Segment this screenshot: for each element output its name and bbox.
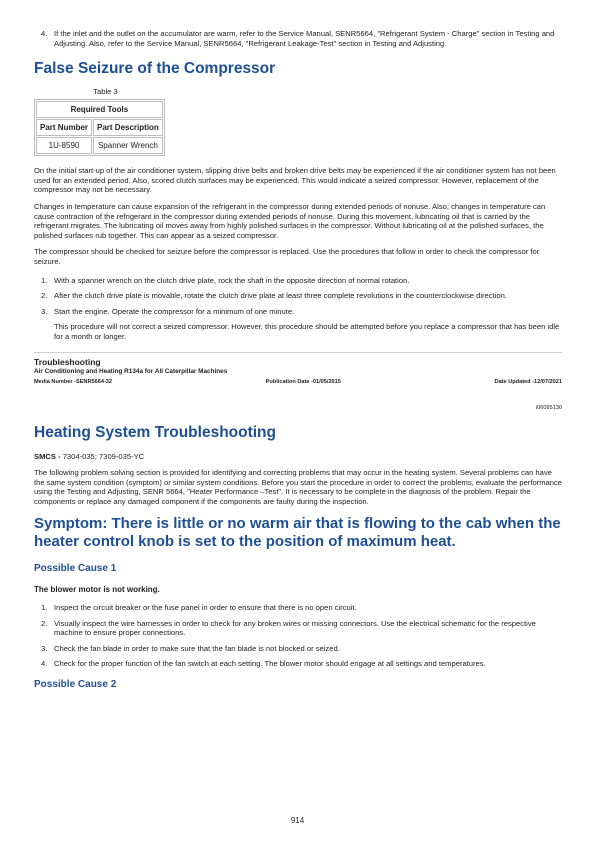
possible-cause-2-heading: Possible Cause 2	[34, 679, 117, 691]
document-page	[34, 0, 562, 690]
step-text: With a spanner wrench on the clutch drive plate, rock the shaft in the opposite direction of normal rotation.	[54, 275, 410, 285]
list-item	[34, 29, 562, 48]
list-item	[34, 644, 562, 654]
paragraph: On the initial start-up of the air conditioner system, slipping drive belts and broken drive belts may be experienced if the air conditioner system has not been used for an extended period. Also, scored clutch surfaces may be experienced. This would indicate a seized compressor. However, replacement of the compressor may not be necessary.	[34, 166, 556, 195]
table-title: Required Tools	[36, 101, 163, 118]
paragraph: Changes in temperature can cause expansion of the refrigerant in the compressor during extended periods of nonuse. Also, changes in temperature can cause contraction of the refrigerant in the compressor during extended periods of nonuse. During this movement, lubricating oil that is carried by the refrigerant migrates. The lubricating oil moves away from highly polished surfaces in the compressor. Without lubricating oil at the polished surfaces, the polished surfaces rub together. This can appear as a seized compressor.	[34, 201, 546, 240]
cell-part-number: 1U-8590	[36, 137, 92, 154]
step-number: 1.	[41, 603, 48, 613]
section-title-false-seizure: False Seizure of the Compressor	[34, 60, 276, 78]
symptom-heading: Symptom: There is little or no warm air that is flowing to the cab when the heater control knob is set to the position of maximum heat.	[34, 515, 561, 551]
table-caption: Table 3	[93, 87, 118, 97]
step-text: After the clutch drive plate is movable, rotate the clutch drive plate at least three complete revolutions in the counterclockwise direction.	[54, 291, 507, 301]
list-item	[34, 307, 562, 317]
list-item	[34, 659, 562, 669]
step-text: Check for the proper function of the fan switch at each setting. The blower motor should engage at all settings and temperatures.	[54, 659, 486, 669]
step-number: 4.	[41, 659, 48, 669]
section-title-heating: Heating System Troubleshooting	[34, 423, 276, 441]
media-number: Media Number -SENR5664-32	[34, 378, 113, 385]
step-text: Check the fan blade in order to make sure that the fan blade is not blocked or seized.	[54, 643, 340, 653]
doc-meta-row	[34, 379, 562, 385]
doc-category: Troubleshooting	[34, 356, 101, 367]
publication-date: Publication Date -01/05/2015	[265, 378, 341, 385]
list-item	[34, 603, 562, 613]
page-number: 914	[290, 816, 305, 825]
paragraph: The compressor should be checked for seizure before the compressor is replaced. Use the procedures that follow in order to check the compressor for seizure.	[34, 247, 540, 266]
cause-1-steps	[34, 603, 562, 669]
list-item	[34, 291, 562, 301]
step-number: 3.	[41, 306, 48, 316]
step-text: Start the engine. Operate the compressor for a minimum of one minute.	[54, 306, 295, 316]
note-paragraph: This procedure will not correct a seized compressor. However, this procedure should be attempted before you replace a compressor that has been idle for a month or longer.	[54, 322, 560, 341]
required-tools-table	[34, 99, 165, 156]
smcs-line	[34, 452, 562, 462]
step-number: 1.	[41, 275, 48, 285]
step-text: If the inlet and the outlet on the accumulator are warm, refer to the Service Manual, SENR5664, "Refrigerant System - Charge" section in Testing and Adjusting. Also, refer to the Service Manual, SENR5664, "Refrigerant Leakage-Test" section in Testing and Adjusting.	[54, 29, 555, 48]
list-item	[34, 276, 562, 286]
possible-cause-1-heading: Possible Cause 1	[34, 563, 117, 575]
list-item	[34, 619, 562, 638]
step-text: Inspect the circuit breaker or the fuse panel in order to ensure that there is no open circuit.	[54, 603, 357, 613]
cell-part-description: Spanner Wrench	[93, 137, 163, 154]
divider	[34, 352, 562, 353]
col-header-part-description: Part Description	[93, 119, 163, 136]
col-header-part-number: Part Number	[36, 119, 92, 136]
smcs-value: 7304-035; 7309-035-YC	[60, 451, 145, 461]
step-number: 2.	[41, 291, 48, 301]
paragraph: The following problem solving section is provided for identifying and correcting problems that may occur in the heating system. Several problems can have the same system condition (symptom) or similar system conditions. Before you start the procedure in order to correct the problems, evaluate the performance using the Testing and Adjusting, SENR 5664, "Heater Performance –Test". It is necessary to be complete in the diagnosis of the problem. Repair the components or replace any damaged component if the components are faulty during the inspection.	[34, 468, 562, 506]
doc-header	[34, 357, 562, 411]
step-number: 2.	[41, 618, 48, 628]
document-id: i06095130	[535, 404, 562, 411]
smcs-label: SMCS -	[34, 451, 61, 461]
cause-1-description: The blower motor is not working.	[34, 585, 160, 595]
intro-steps	[34, 29, 562, 48]
step-text: Visually inspect the wire harnesses in order to check for any broken wires or missing connectors. Use the electrical schematic for the respective machine to ensure proper connections.	[54, 618, 536, 638]
seizure-steps	[34, 276, 562, 317]
step-number: 3.	[41, 643, 48, 653]
date-updated: Date Updated -12/07/2021	[494, 378, 562, 385]
doc-title: Air Conditioning and Heating R134a for All Caterpillar Machines	[34, 367, 228, 375]
step-number: 4.	[41, 29, 48, 38]
table-row	[36, 137, 163, 154]
